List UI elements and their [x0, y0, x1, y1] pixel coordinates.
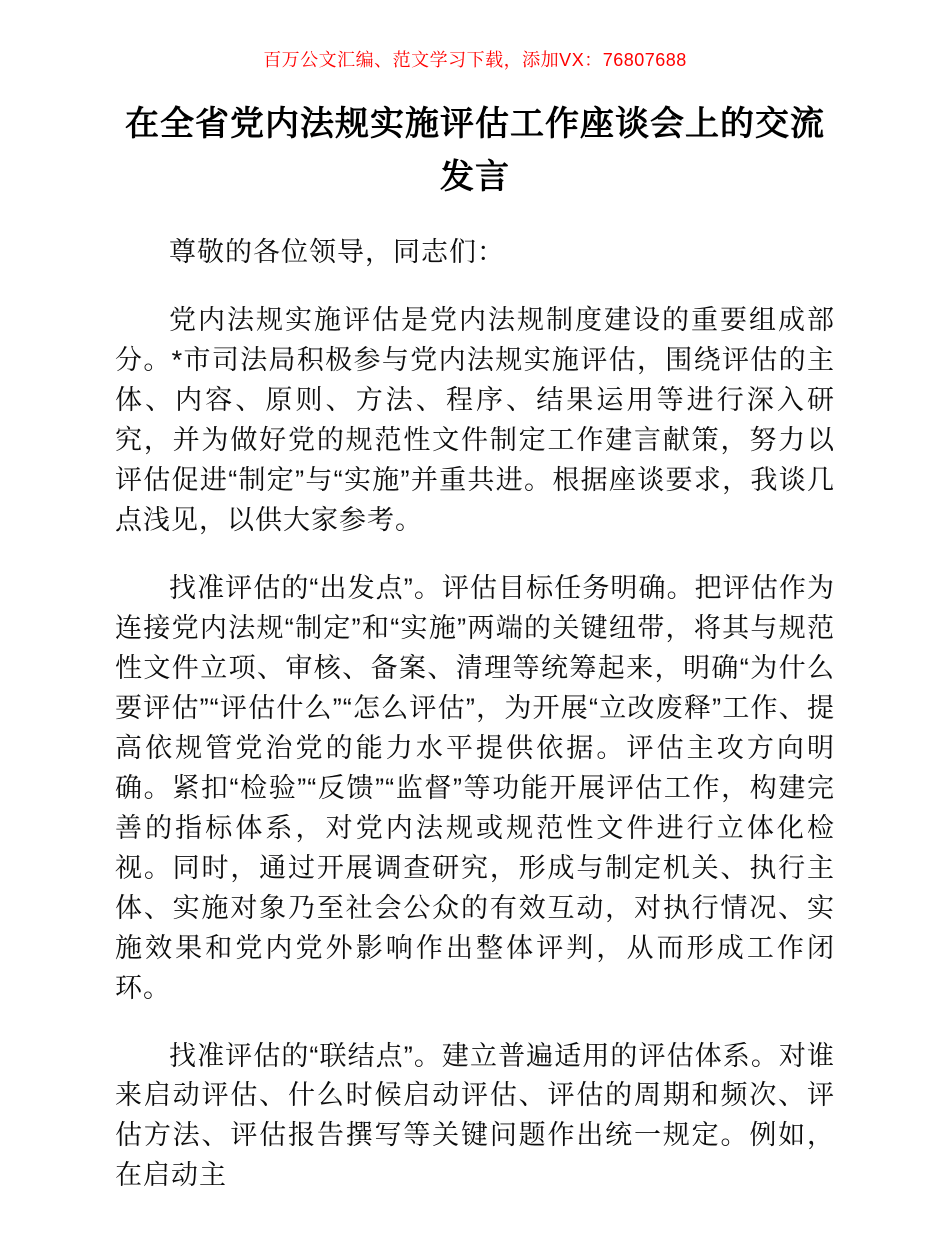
promo-notice: 百万公文汇编、范文学习下载，添加VX：76807688 — [263, 50, 687, 70]
salutation-paragraph: 尊敬的各位领导，同志们： — [169, 237, 505, 268]
document-title: 在全省党内法规实施评估工作座谈会上的交流发言 — [125, 105, 825, 196]
body-paragraph-starting-point: 找准评估的“出发点”。评估目标任务明确。把评估作为连接党内法规“制定”和“实施”两端的关键纽带，将其与规范性文件立项、审核、备案、清理等统筹起来，明确“为什么要评估”“评估什么”“怎么评估”，为开展“立改废释”工作、提高依规管党治党的能力水平提供依据。评估主攻方向明确。紧扣“检验”“反馈”“监督”等功能开展评估工作，构建完善的指标体系，对党内法规或规范性文件进行立体化检视。同时，通过开展调查研究，形成与制定机关、执行主体、实施对象乃至社会公众的有效互动，对执行情况、实施效果和党内党外影响作出整体评判，从而形成工作闭环。 — [115, 573, 835, 1003]
document-body — [115, 233, 835, 1196]
body-paragraph-connection-point: 找准评估的“联结点”。建立普遍适用的评估体系。对谁来启动评估、什么时候启动评估、评估的周期和频次、评估方法、评估报告撰写等关键问题作出统一规定。例如，在启动主 — [115, 1040, 835, 1191]
intro-paragraph: 党内法规实施评估是党内法规制度建设的重要组成部分。*市司法局积极参与党内法规实施评估，围绕评估的主体、内容、原则、方法、程序、结果运用等进行深入研究，并为做好党的规范性文件制定工作建言献策，努力以评估促进“制定”与“实施”并重共进。根据座谈要求，我谈几点浅见，以供大家参考。 — [115, 305, 835, 536]
